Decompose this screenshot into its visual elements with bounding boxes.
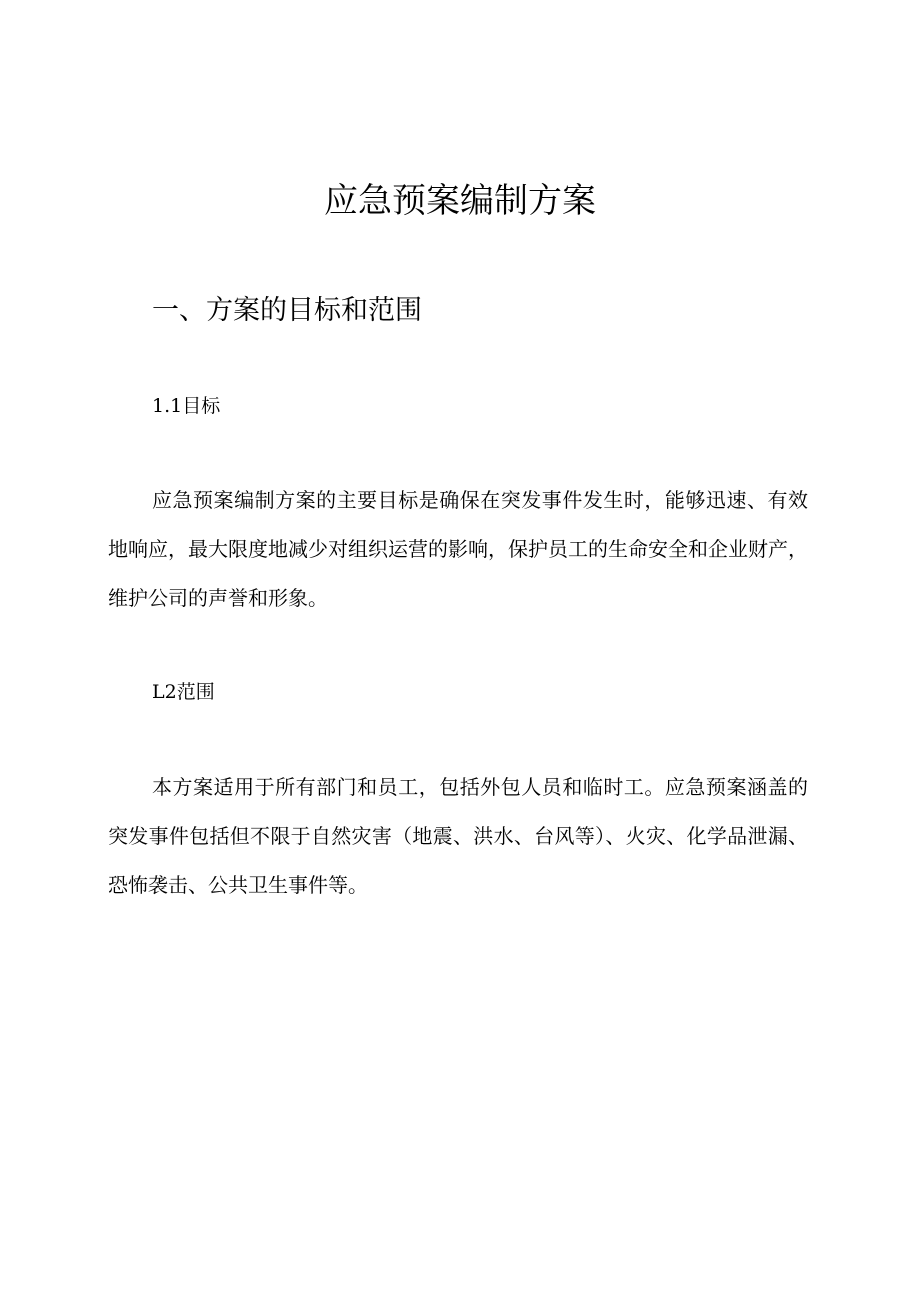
document-title: 应急预案编制方案 xyxy=(324,181,596,221)
scope-paragraph: 本方案适用于所有部门和员工，包括外包人员和临时工。应急预案涵盖的突发事件包括但不限于自然灾害（地震、洪水、台风等）、火灾、化学品泄漏、恐怖袭击、公共卫生事件等。 xyxy=(108,775,808,897)
subsection-heading-scope: L2范围 xyxy=(152,681,215,703)
section-heading-goals-and-scope: 一、方案的目标和范围 xyxy=(152,295,422,326)
goal-paragraph: 应急预案编制方案的主要目标是确保在突发事件发生时，能够迅速、有效地响应，最大限度地减少对组织运营的影响，保护员工的生命安全和企业财产，维护公司的声誉和形象。 xyxy=(108,488,808,610)
subsection-heading-goal: 1.1目标 xyxy=(152,395,221,417)
